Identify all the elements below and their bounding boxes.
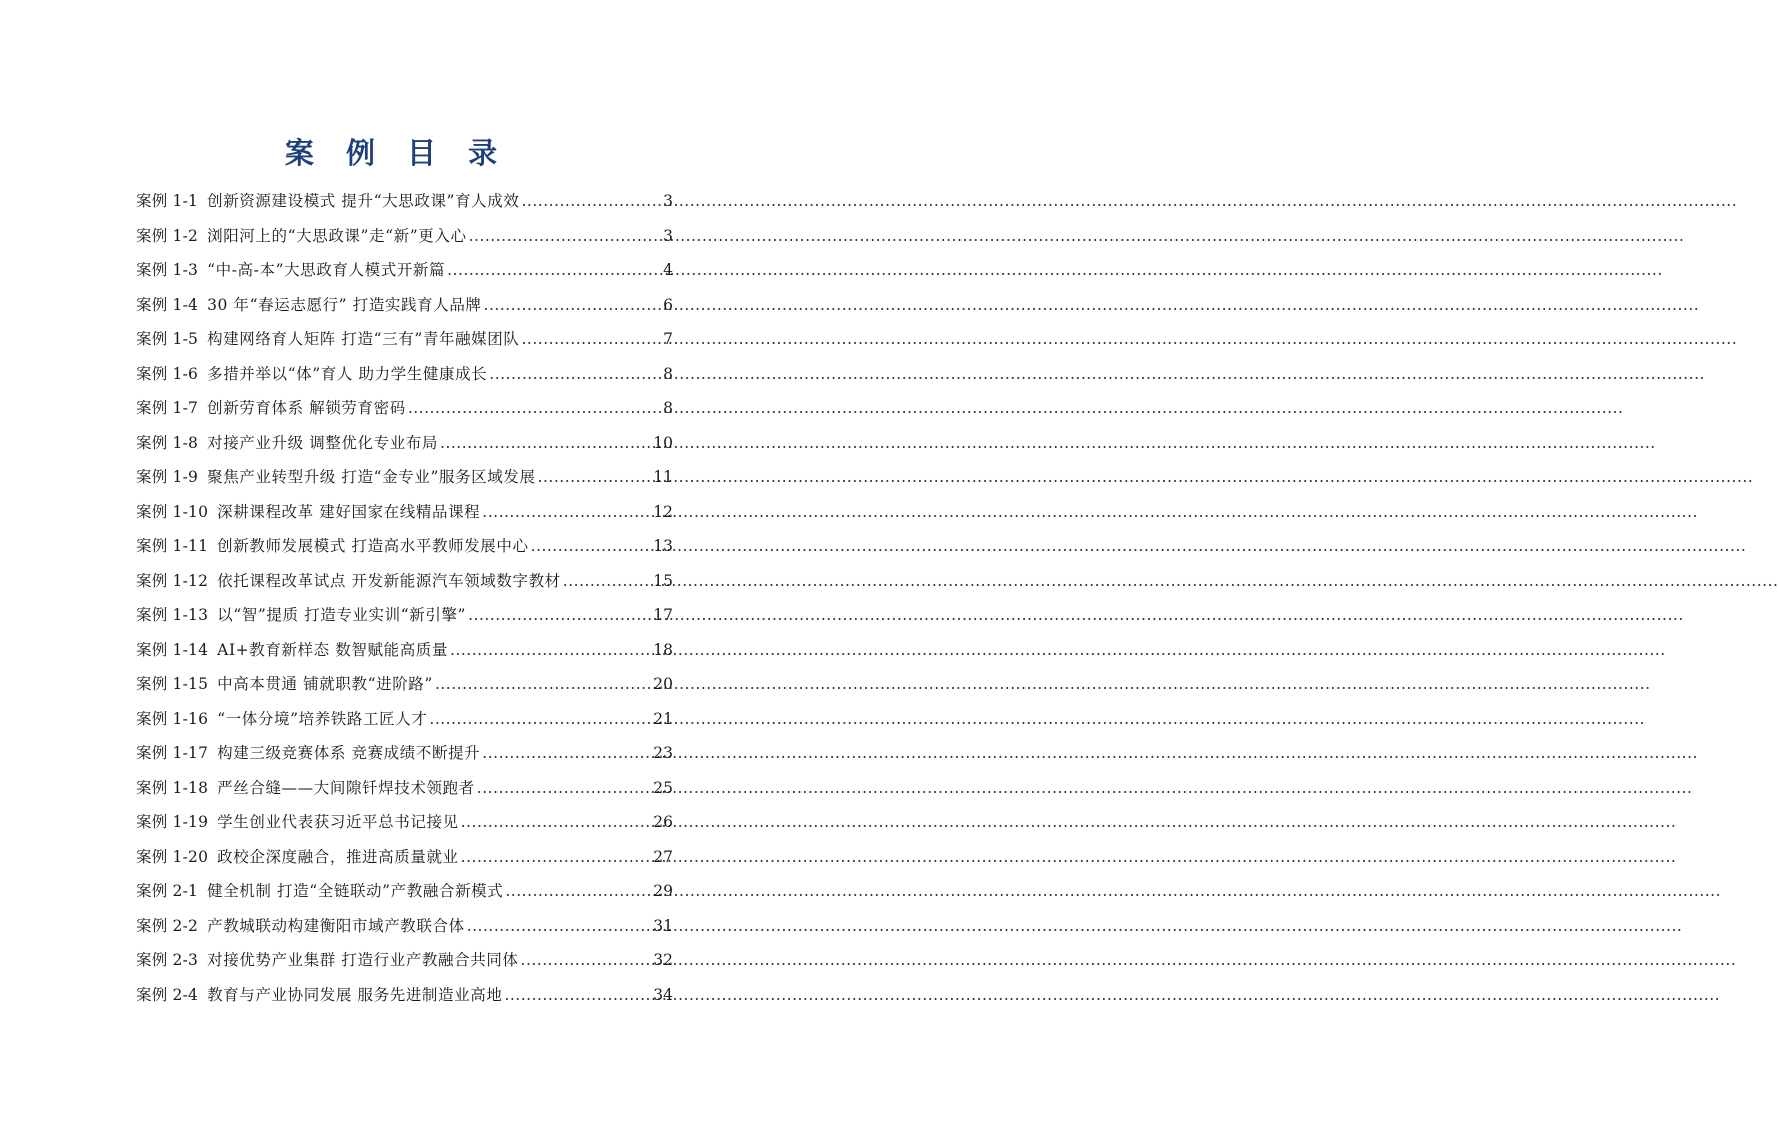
toc-entry[interactable]: [136, 322, 673, 357]
toc-leader-dots: [521, 184, 661, 219]
toc-leader-dots: [477, 771, 652, 806]
toc-leader-dots: [467, 909, 652, 944]
toc-entry-page-number: 3: [663, 192, 673, 210]
toc-leader-dots: [429, 702, 651, 737]
toc-entry[interactable]: [136, 805, 673, 840]
toc-entry-page-number: 26: [653, 813, 673, 831]
toc-entry-label: 案例 1-4: [136, 295, 199, 314]
toc-leader-dots: [447, 253, 661, 288]
toc-entry-title: 对接产业升级 调整优化专业布局: [207, 433, 439, 452]
toc-entry-label: 案例 2-4: [136, 985, 199, 1004]
toc-entry-title: 构建三级竞赛体系 竞赛成绩不断提升: [217, 744, 481, 762]
toc-entry-title: 构建网络育人矩阵 打造“三有”青年融媒团队: [207, 330, 520, 348]
toc-entry-title: 创新劳育体系 解锁劳育密码: [207, 399, 406, 417]
toc-entry[interactable]: [136, 598, 673, 633]
toc-entry-title: 健全机制 打造“全链联动”产教融合新模式: [207, 882, 504, 900]
toc-entry-label: 案例 2-2: [136, 916, 199, 935]
toc-entry-label: 案例 1-17: [136, 744, 209, 762]
toc-entry-title: 学生创业代表获习近平总书记接见: [217, 813, 459, 831]
toc-entry[interactable]: [136, 460, 673, 495]
toc-entry-label: 案例 1-11: [136, 537, 209, 555]
toc-entry-page-number: 25: [653, 778, 673, 797]
toc-entry-page-number: 3: [663, 226, 673, 245]
toc-entry-page-number: 10: [653, 433, 673, 452]
toc-entry-title: 30 年“春运志愿行” 打造实践育人品牌: [207, 295, 482, 314]
toc-entry-label: 案例 1-9: [136, 468, 199, 486]
toc-entry-title: 依托课程改革试点 开发新能源汽车领域数字教材: [217, 571, 561, 590]
toc-entry-page-number: 12: [653, 502, 673, 521]
toc-leader-dots: [461, 840, 652, 875]
toc-entry-label: 案例 1-12: [136, 571, 209, 590]
toc-leader-dots: [482, 736, 651, 771]
toc-entry-page-number: 4: [663, 261, 673, 279]
toc-leader-dots: [489, 357, 661, 392]
toc-entry-label: 案例 1-13: [136, 606, 209, 624]
toc-entry-page-number: 29: [653, 882, 673, 900]
toc-entry-page-number: 8: [663, 364, 673, 383]
toc-entry-page-number: 11: [653, 468, 673, 486]
toc-entry-page-number: 8: [663, 399, 673, 417]
toc-entry[interactable]: [136, 357, 673, 392]
toc-entry-page-number: 6: [663, 295, 673, 314]
toc-leader-dots: [468, 598, 651, 633]
toc-leader-dots: [482, 495, 651, 530]
toc-entry[interactable]: [136, 219, 673, 254]
toc-entry[interactable]: [136, 495, 673, 530]
toc-entry[interactable]: [136, 391, 673, 426]
toc-entry[interactable]: [136, 633, 673, 668]
toc-entry[interactable]: [136, 978, 673, 1013]
toc-entry-title: 浏阳河上的“大思政课”走“新”更入心: [207, 226, 467, 245]
toc-entry-label: 案例 1-2: [136, 226, 199, 245]
toc-entry-title: “中-高-本”大思政育人模式开新篇: [207, 261, 446, 279]
toc-leader-dots: [531, 529, 652, 564]
toc-entry-page-number: 34: [653, 985, 673, 1004]
toc-entry-title: AI+教育新样态 数智赋能高质量: [217, 640, 448, 659]
toc-leader-dots: [505, 874, 651, 909]
toc-entry[interactable]: [136, 840, 673, 875]
toc-entry-label: 案例 1-10: [136, 502, 209, 521]
toc-leader-dots: [521, 943, 652, 978]
toc-entry-page-number: 17: [653, 606, 673, 624]
toc-entry-title: 创新教师发展模式 打造高水平教师发展中心: [217, 537, 529, 555]
toc-entry-page-number: 21: [653, 709, 673, 728]
toc-leader-dots: [461, 805, 652, 840]
toc-entry-page-number: 7: [663, 330, 673, 348]
toc-entry[interactable]: [136, 253, 673, 288]
toc-entry-label: 案例 1-19: [136, 813, 209, 831]
toc-entry-label: 案例 1-6: [136, 364, 199, 383]
toc-entry-label: 案例 1-16: [136, 709, 209, 728]
toc-leader-dots: [408, 391, 661, 426]
toc-entry-title: “一体分境”培养铁路工匠人才: [217, 709, 428, 728]
toc-leader-dots: [450, 633, 651, 668]
toc-leader-dots: [538, 460, 652, 495]
toc-leader-dots: [521, 322, 661, 357]
toc-entry-label: 案例 1-7: [136, 399, 199, 417]
toc-entry[interactable]: [136, 426, 673, 461]
toc-entry-page-number: 31: [653, 916, 673, 935]
toc-entry-title: 对接优势产业集群 打造行业产教融合共同体: [207, 951, 519, 969]
toc-entry[interactable]: [136, 667, 673, 702]
toc-entry[interactable]: [136, 909, 673, 944]
toc-entry-label: 案例 1-1: [136, 192, 199, 210]
toc-leader-dots: [563, 564, 651, 599]
toc-entry-title: 多措并举以“体”育人 助力学生健康成长: [207, 364, 488, 383]
toc-entry[interactable]: [136, 736, 673, 771]
toc-entry-title: 产教城联动构建衡阳市域产教联合体: [207, 916, 465, 935]
toc-leader-dots: [469, 219, 662, 254]
toc-entry[interactable]: [136, 288, 673, 323]
toc-entry-label: 案例 2-3: [136, 951, 199, 969]
toc-entry-title: 严丝合缝——大间隙钎焊技术领跑者: [217, 778, 475, 797]
toc-entry-label: 案例 1-8: [136, 433, 199, 452]
toc-entry-page-number: 18: [653, 640, 673, 659]
toc-entry-page-number: 13: [653, 537, 673, 555]
toc-entry-page-number: 23: [653, 744, 673, 762]
toc-leader-dots: [504, 978, 651, 1013]
toc-leader-dots: [435, 667, 651, 702]
toc-entry-label: 案例 1-20: [136, 847, 209, 866]
toc-leader-dots: [440, 426, 651, 461]
toc-entry-label: 案例 1-5: [136, 330, 199, 348]
toc-entry[interactable]: [136, 529, 673, 564]
toc-entry-page-number: 32: [653, 951, 673, 969]
toc-entry[interactable]: [136, 874, 673, 909]
toc-entry[interactable]: [136, 702, 673, 737]
toc-entry-label: 案例 1-14: [136, 640, 209, 659]
toc-entry[interactable]: [136, 564, 673, 599]
toc-leader-dots: [484, 288, 662, 323]
toc-entry[interactable]: [136, 943, 673, 978]
toc-entry[interactable]: [136, 184, 673, 219]
toc-entry-title: 深耕课程改革 建好国家在线精品课程: [217, 502, 481, 521]
toc-entry-title: 中高本贯通 铺就职教“进阶路”: [217, 675, 433, 693]
toc-entry-title: 教育与产业协同发展 服务先进制造业高地: [207, 985, 503, 1004]
toc-entry-label: 案例 2-1: [136, 882, 199, 900]
table-of-contents: [136, 184, 673, 1012]
toc-entry-title: 聚焦产业转型升级 打造“金专业”服务区域发展: [207, 468, 536, 486]
toc-entry-page-number: 15: [653, 571, 673, 590]
toc-entry-title: 政校企深度融合，推进高质量就业: [217, 847, 459, 866]
toc-entry-page-number: 20: [653, 675, 673, 693]
toc-entry-title: 以“智”提质 打造专业实训“新引擎”: [217, 606, 467, 624]
page-title: 案 例 目 录: [284, 136, 509, 171]
toc-entry-title: 创新资源建设模式 提升“大思政课”育人成效: [207, 192, 520, 210]
toc-entry-label: 案例 1-3: [136, 261, 199, 279]
toc-entry-label: 案例 1-18: [136, 778, 209, 797]
toc-entry-page-number: 27: [653, 847, 673, 866]
toc-entry-label: 案例 1-15: [136, 675, 209, 693]
toc-entry[interactable]: [136, 771, 673, 806]
